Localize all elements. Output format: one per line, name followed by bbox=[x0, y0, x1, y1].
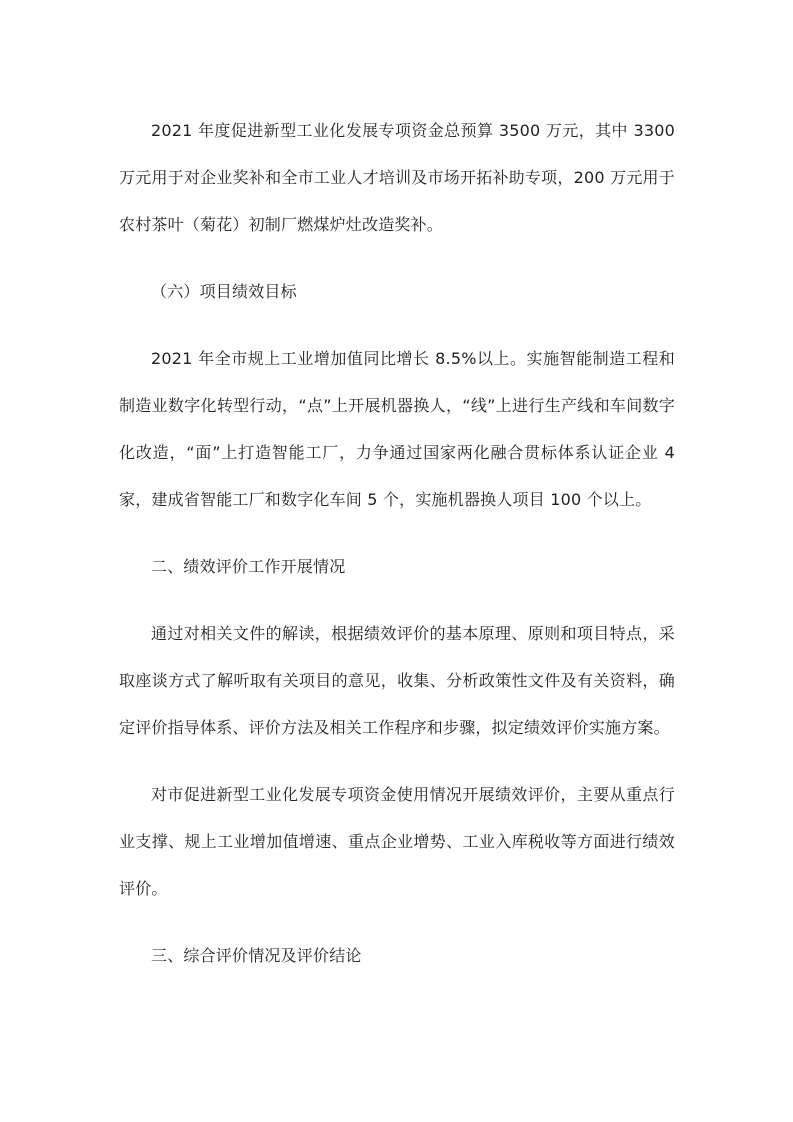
heading-comprehensive-evaluation: 三、综合评价情况及评价结论 bbox=[151, 946, 362, 965]
document-body bbox=[119, 107, 675, 999]
paragraph-budget: 2021 年度促进新型工业化发展专项资金总预算 3500 万元，其中 3300 万元用于对企业奖补和全市工业人才培训及市场开拓补助专项，200 万元用于农村茶叶（菊花）初制厂燃煤炉灶改造奖补。 bbox=[119, 121, 675, 234]
paragraph-evaluation-scope: 对市促进新型工业化发展专项资金使用情况开展绩效评价，主要从重点行业支撑、规上工业增加值增速、重点企业增势、工业入库税收等方面进行绩效评价。 bbox=[119, 785, 675, 898]
heading-evaluation-work: 二、绩效评价工作开展情况 bbox=[151, 557, 346, 576]
heading-performance-goals: （六）项目绩效目标 bbox=[151, 282, 297, 301]
paragraph-evaluation-method: 通过对相关文件的解读，根据绩效评价的基本原理、原则和项目特点，采取座谈方式了解听取有关项目的意见，收集、分析政策性文件及有关资料，确定评价指导体系、评价方法及相关工作程序和步骤，拟定绩效评价实施方案。 bbox=[119, 624, 675, 737]
paragraph-goals: 2021 年全市规上工业增加值同比增长 8.5%以上。实施智能制造工程和制造业数字化转型行动，“点”上开展机器换人，“线”上进行生产线和车间数字化改造，“面”上打造智能工厂，力争通过国家两化融合贯标体系认证企业 4 家，建成省智能工厂和数字化车间 5 个，实施机器换人项目 100 个以上。 bbox=[119, 349, 675, 509]
